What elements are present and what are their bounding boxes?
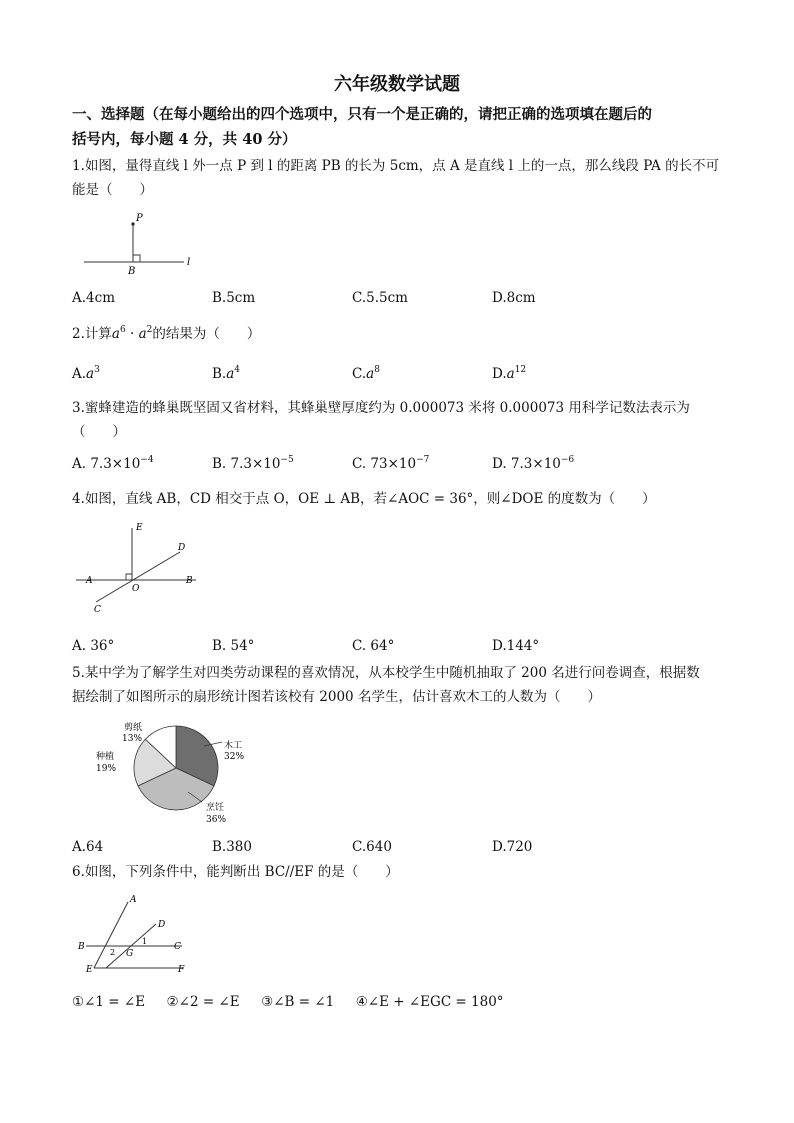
question-5-stem-line1: 5.某中学为了解学生对四类劳动课程的喜欢情况，从本校学生中随机抽取了 200 名进行问卷调查，根据数 xyxy=(72,665,700,681)
angle-label-2: 2 xyxy=(110,948,116,957)
option-exponent: 12 xyxy=(514,365,527,375)
var-a: a xyxy=(506,366,515,382)
question-5-pie-chart xyxy=(72,712,264,832)
pie-label-jianzhi: 剪纸 xyxy=(124,723,143,733)
pie-pct-mugong: 32% xyxy=(224,752,245,762)
question-5-option-d[interactable]: D.720 xyxy=(492,839,533,855)
var-a: a xyxy=(111,326,120,342)
option-letter: C. xyxy=(352,366,367,382)
condition-2: ②∠2 = ∠E xyxy=(166,994,240,1010)
question-6-conditions xyxy=(72,990,732,1014)
label-d: D xyxy=(178,543,186,553)
question-2-option-a[interactable] xyxy=(72,366,100,382)
section-heading xyxy=(72,102,732,152)
section-heading-line2: 括号内，每小题 4 分，共 40 分） xyxy=(72,131,297,148)
question-3-option-c[interactable] xyxy=(352,456,429,472)
exponent-2: 2 xyxy=(146,325,153,335)
var-a: a xyxy=(138,326,147,342)
option-base: C. 73×10 xyxy=(352,456,417,472)
option-letter: D. xyxy=(492,366,507,382)
pie-label-pengren: 烹饪 xyxy=(206,803,225,813)
question-6-stem: 6.如图，下列条件中，能判断出 BC//EF 的是（ ） xyxy=(72,864,399,880)
label-o: O xyxy=(132,584,140,594)
question-4-option-d[interactable]: D.144° xyxy=(492,638,540,654)
question-5-option-c[interactable]: C.640 xyxy=(352,839,392,855)
condition-4: ④∠E + ∠EGC = 180° xyxy=(355,994,504,1010)
option-exponent: 3 xyxy=(94,365,100,375)
condition-3: ③∠B = ∠1 xyxy=(261,994,335,1010)
question-1-stem xyxy=(72,154,732,202)
label-f: F xyxy=(178,965,185,975)
question-1-option-b[interactable]: B.5cm xyxy=(212,290,256,306)
label-a: A xyxy=(130,895,137,905)
question-3-option-d[interactable] xyxy=(492,456,574,472)
option-exponent: 4 xyxy=(234,365,241,375)
question-3-stem-line2: （ ） xyxy=(72,424,126,440)
var-a: a xyxy=(366,366,375,382)
question-2-option-c[interactable] xyxy=(352,366,380,382)
pie-label-zhongzhi: 种植 xyxy=(96,752,115,762)
question-3-option-a[interactable] xyxy=(72,456,154,472)
line-ea xyxy=(94,902,128,968)
label-p: P xyxy=(136,213,143,224)
pie-pct-pengren: 36% xyxy=(206,815,227,825)
question-2-option-b[interactable] xyxy=(212,366,240,382)
question-4-stem: 4.如图，直线 AB，CD 相交于点 O，OE ⊥ AB，若∠AOC = 36°，则∠DOE 的度数为（ ） xyxy=(72,491,656,507)
line-cd xyxy=(96,552,180,602)
label-e: E xyxy=(86,965,93,975)
question-4-option-a[interactable]: A. 36° xyxy=(72,638,115,654)
question-5-option-b[interactable]: B.380 xyxy=(212,839,252,855)
option-base: B. 7.3×10 xyxy=(212,456,281,472)
angle-label-1: 1 xyxy=(142,937,148,946)
question-5-stem xyxy=(72,661,732,709)
question-4-option-c[interactable]: C. 64° xyxy=(352,638,395,654)
option-base: A. 7.3×10 xyxy=(72,456,141,472)
option-exponent: −6 xyxy=(560,455,575,465)
option-letter: A. xyxy=(72,366,87,382)
question-1-option-d[interactable]: D.8cm xyxy=(492,290,536,306)
right-angle-mark xyxy=(133,255,140,262)
question-3-option-b[interactable] xyxy=(212,456,294,472)
option-exponent: −5 xyxy=(280,455,294,465)
question-2-stem-prefix: 2.计算 xyxy=(72,326,112,342)
option-exponent: 8 xyxy=(374,365,380,375)
dot-operator: · xyxy=(125,326,139,342)
question-2-stem xyxy=(72,322,732,346)
question-5-option-a[interactable]: A.64 xyxy=(72,839,104,855)
label-b: B xyxy=(128,266,136,277)
var-a: a xyxy=(86,366,95,382)
question-5-stem-line2: 据绘制了如图所示的扇形统计图若该校有 2000 名学生，估计喜欢木工的人数为（ ） xyxy=(72,689,601,705)
section-heading-line1: 一、选择题（在每小题给出的四个选项中，只有一个是正确的，请把正确的选项填在题后的 xyxy=(72,106,652,123)
option-exponent: −7 xyxy=(416,455,430,465)
question-4-figure xyxy=(72,518,212,624)
var-a: a xyxy=(226,366,235,382)
question-2-stem-suffix: 的结果为（ ） xyxy=(152,326,261,342)
question-1-figure xyxy=(72,206,197,284)
question-2-option-d[interactable] xyxy=(492,366,526,382)
label-e: E xyxy=(136,523,143,533)
question-1-option-c[interactable]: C.5.5cm xyxy=(352,290,408,306)
label-l: l xyxy=(187,257,191,268)
question-1-option-a[interactable]: A.4cm xyxy=(72,290,115,306)
label-b: B xyxy=(186,576,193,586)
label-g: G xyxy=(126,949,134,959)
pie-pct-jianzhi: 13% xyxy=(122,734,143,744)
question-3-stem xyxy=(72,396,732,444)
question-3-stem-line1: 3.蜜蜂建造的蜂巢既坚固又省材料，其蜂巢壁厚度约为 0.000073 米将 0.000073 用科学记数法表示为 xyxy=(72,400,690,416)
point-p xyxy=(131,222,134,225)
label-a: A xyxy=(86,576,93,586)
option-base: D. 7.3×10 xyxy=(492,456,561,472)
question-6-figure xyxy=(72,892,202,982)
label-d: D xyxy=(158,920,166,930)
pie-slices xyxy=(134,726,218,810)
question-1-stem-line2: 能是（ ） xyxy=(72,182,153,198)
pie-label-mugong: 木工 xyxy=(224,741,243,751)
option-exponent: −4 xyxy=(140,455,154,465)
exponent-6: 6 xyxy=(119,325,126,335)
option-letter: B. xyxy=(212,366,227,382)
label-b: B xyxy=(78,942,85,952)
label-c: C xyxy=(174,942,181,952)
page-title: 六年级数学试题 xyxy=(334,74,460,95)
pie-pct-zhongzhi: 19% xyxy=(96,764,117,774)
question-4-option-b[interactable]: B. 54° xyxy=(212,638,255,654)
question-1-stem-line1: 1.如图，量得直线 l 外一点 P 到 l 的距离 PB 的长为 5cm，点 A 是直线 l 上的一点，那么线段 PA 的长不可 xyxy=(72,158,720,174)
condition-1: ①∠1 = ∠E xyxy=(72,994,146,1010)
right-angle-mark xyxy=(126,574,132,580)
label-c: C xyxy=(94,605,101,615)
